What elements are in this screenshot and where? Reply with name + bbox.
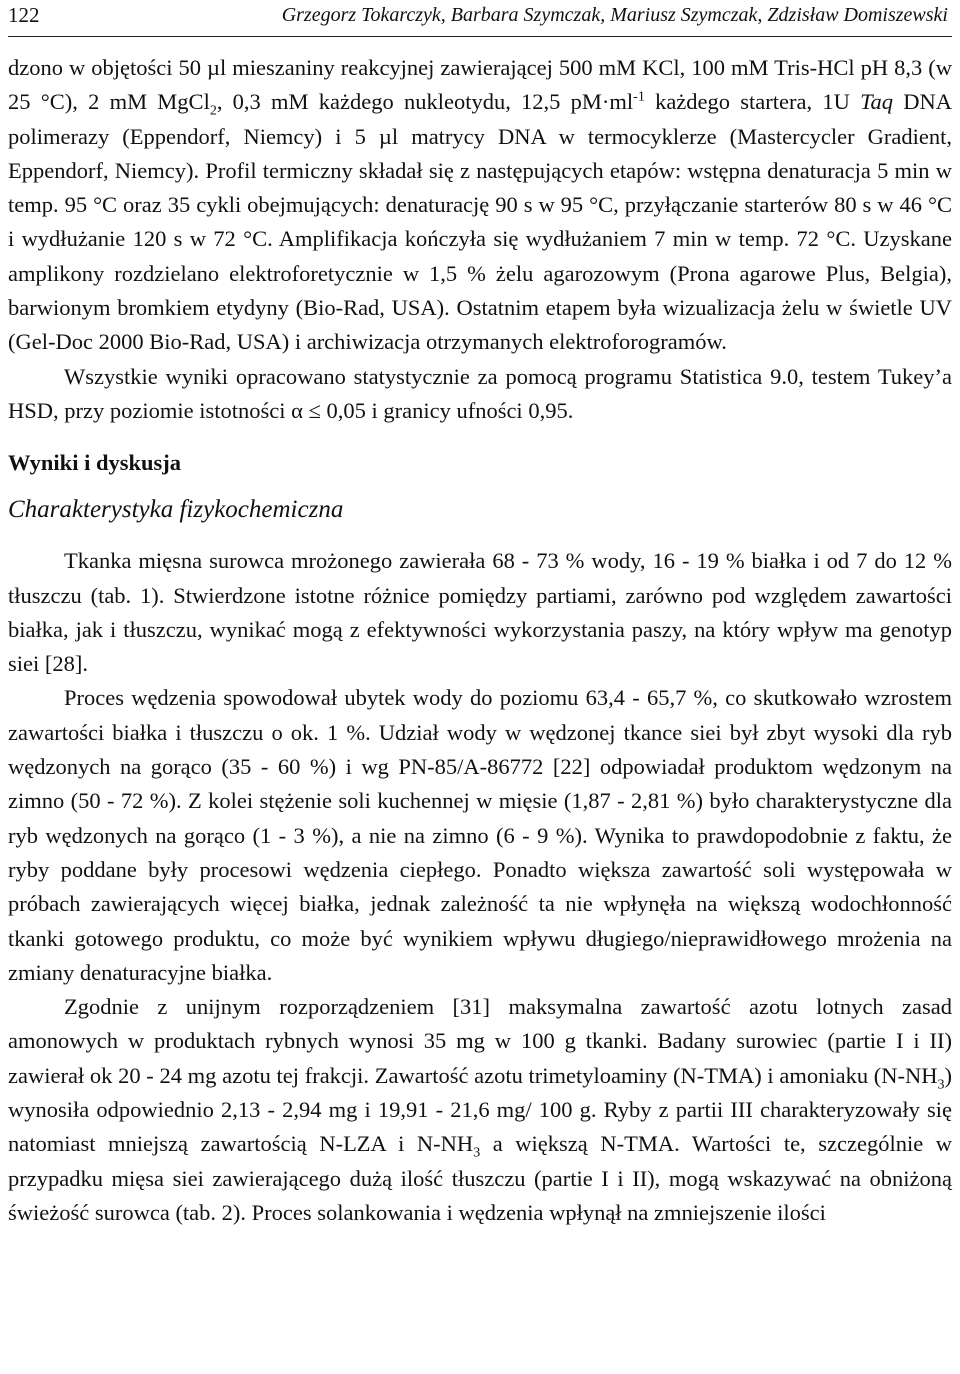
results-paragraph-smoking: Proces wędzenia spowodował ubytek wody do poziomu 63,4 - 65,7 %, co skutkowało wzrostem zawartości białka i tłuszczu o ok. 1 %. Udział wody w wędzonej tkance siei był zbyt wysoki dla ryb wędzonych na gorąco (35 - 60 %) i wg PN-85/A-86772 [22] odpowiadał produktom wędzonym na zimno (50 - 72 %). Z kolei stężenie soli kuchennej w mięsie (1,87 - 2,81 %) było charakterystyczne dla ryb wędzonych na gorąco (1 - 3 %), a nie na zimno (6 - 9 %). Wynika to prawdopodobnie z faktu, że ryby poddane były procesowi wędzenia ciepłego. Ponadto większa zawartość soli występowała w próbach zawierających więcej białka, jednak zależność ta nie wpłynęła na większą wodochłonność tkanki gotowego produktu, co może być wynikiem wpływu długiego/nieprawidłowego mrożenia na zmiany denaturacyjne białka. (8, 685, 952, 985)
section-heading: Wyniki i dyskusja (8, 450, 181, 476)
subsection-heading: Charakterystyka fizykochemiczna (8, 496, 344, 524)
results-paragraph-composition: Tkanka mięsna surowca mrożonego zawierała 68 - 73 % wody, 16 - 19 % białka i od 7 do 12 % tłuszczu (tab. 1). Stwierdzone istotne różnice pomiędzy partiami, zarówno pod względem zawartości białka, jak i tłuszczu, wynikać mogą z efektywności wykorzystania paszy, na który wpływ ma genotyp siei [28]. (8, 548, 952, 677)
running-head-authors: Grzegorz Tokarczyk, Barbara Szymczak, Mariusz Szymczak, Zdzisław Domiszewski (281, 4, 948, 26)
taq-italic: Taq (860, 89, 894, 115)
page-number: 122 (8, 3, 40, 27)
spacer (8, 528, 952, 544)
page (8, 0, 952, 1230)
methods-paragraph-statistics: Wszystkie wyniki opracowano statystycznie za pomocą programu Statistica 9.0, testem Tukey’a HSD, przy poziomie istotności α ≤ 0,05 i granicy ufności 0,95. (8, 363, 952, 423)
page-header (8, 0, 952, 37)
results-paragraph-nitrogen: Zgodnie z unijnym rozporządzeniem [31] maksymalna zawartość azotu lotnych zasad amonowych w produktach rybnych wynosi 35 mg w 100 g tkanki. Badany surowiec (partie I i II) zawierał ok 20 - 24 mg azotu tej frakcji. Zawartość azotu trimetyloaminy (N-TMA) i amoniaku $(N-NH_3)$ wynosiła odpowiednio 2,13 - 2,94 mg i 19,91 - 21,6 mg/ 100 g. Ryby z partii III charakteryzowały się natomiast mniejszą zawartością N-LZA i $N-NH_3$ a większą N-TMA. Wartości te, szczególnie w przypadku mięsa siei zawierającego dużą ilość tłuszczu (partie I i II), mogą wskazywać na obniżoną świeżość surowca (tab. 2). Proces solankowania i wędzenia wpłynął na zmniejszenie ilości (8, 994, 952, 1225)
methods-paragraph-pcr: dzono w objętości 50 µl mieszaniny reakcyjnej zawierającej 500 mM KCl, 100 mM Tris-HCl pH 8,3 (w 25 °C), 2 mM MgCl$_2$, 0,3 mM każdego nukleotydu, 12,5 $pM\cdot ml^{-1}$ każdego startera, 1U Taq DNA polimerazy (Eppendorf, Niemcy) i 5 µl matrycy DNA w termocyklerze (Mastercycler Gradient, Eppendorf, Niemcy). Profil termiczny składał się z następujących etapów: wstępna denaturacja 5 min w temp. 95 °C oraz 35 cykli obejmujących: denaturację 90 s w 95 °C, przyłączanie starterów 80 s w 46 °C i wydłużanie 120 s w 72 °C. Amplifikacja kończyła się wydłużaniem 7 min w temp. 72 °C. Uzyskane amplikony rozdzielano elektroforetycznie w 1,5 % żelu agarozowym (Prona agarowe Plus, Belgia), barwionym bromkiem etydyny (Bio-Rad, USA). Ostatnim etapem była wizualizacja żelu w świetle UV (Gel-Doc 2000 Bio-Rad, USA) i archiwizacja otrzymanych elektroforogramów. (8, 55, 952, 355)
article-body (8, 51, 952, 1230)
